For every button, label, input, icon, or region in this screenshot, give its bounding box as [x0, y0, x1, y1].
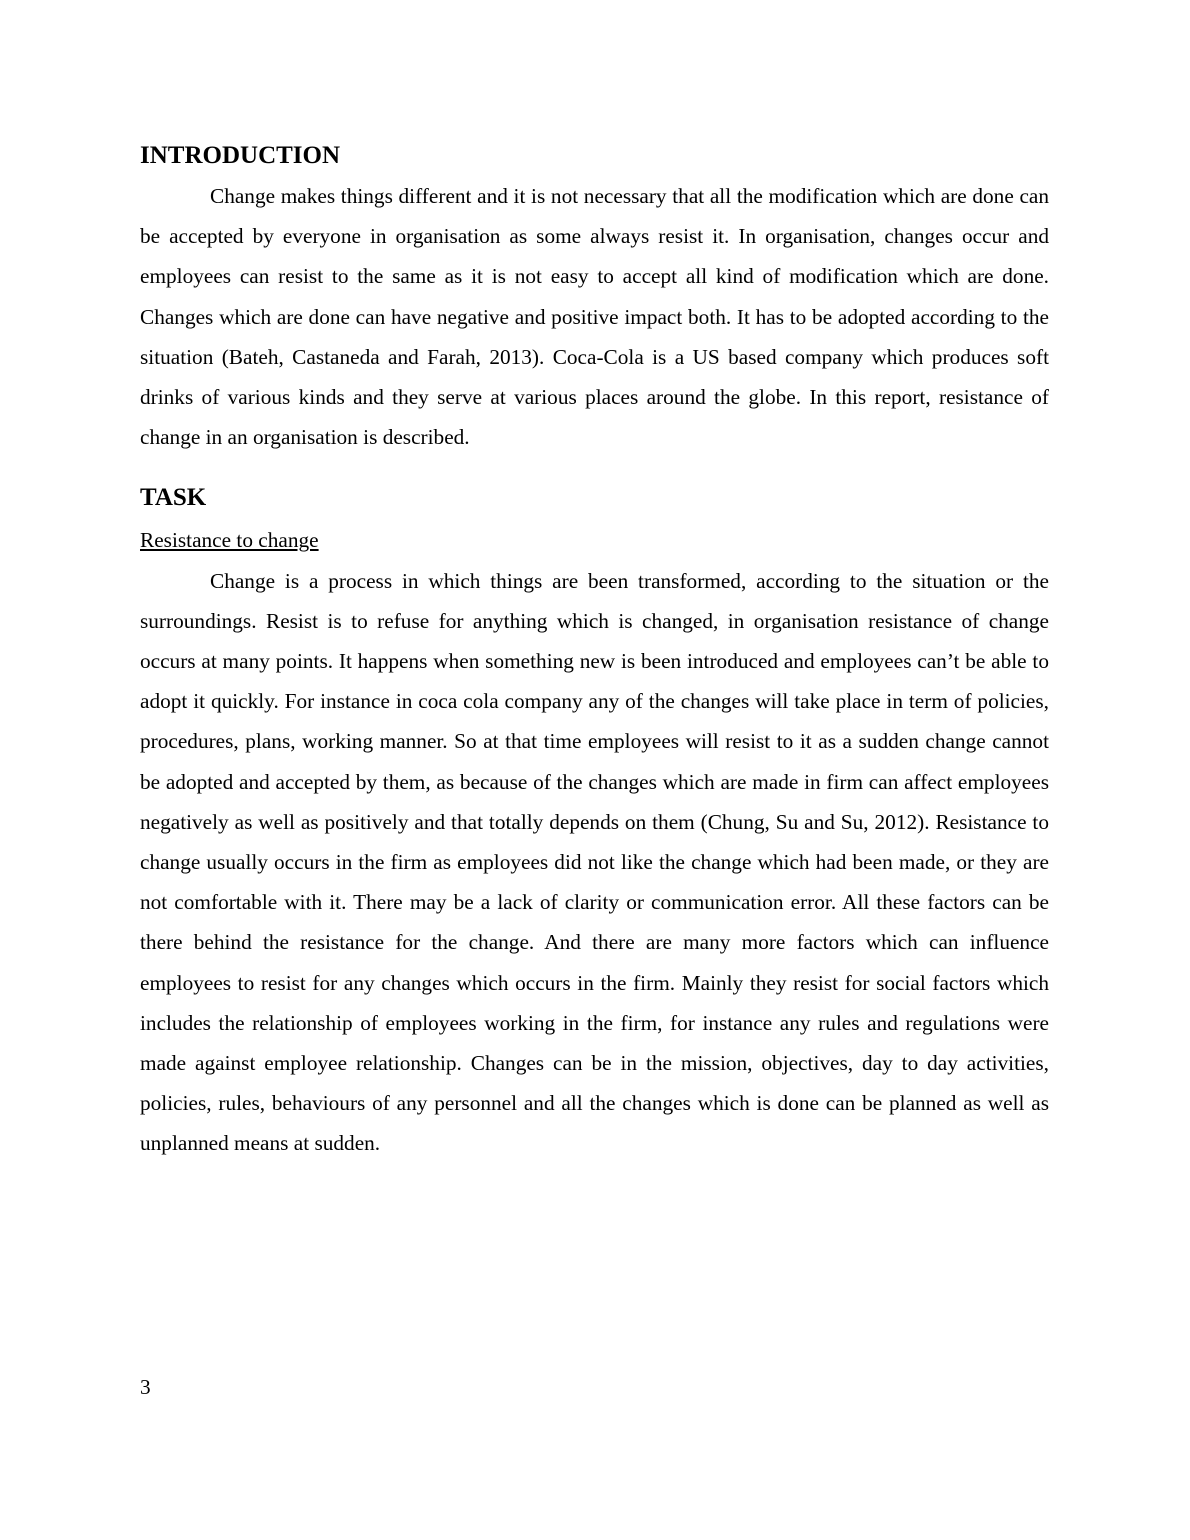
- introduction-paragraph: Change makes things different and it is not necessary that all the modification which are done can be accepted by everyone in organisation as some always resist it. In organisation, changes occur and employees can resist to the same as it is not easy to accept all kind of modification which are done. Changes which are done can have negative and positive impact both. It has to be adopted according to the situation (Bateh, Castaneda and Farah, 2013). Coca-Cola is a US based company which produces soft drinks of various kinds and they serve at various places around the globe. In this report, resistance of change in an organisation is described.: [140, 184, 1049, 450]
- introduction-heading: INTRODUCTION: [140, 142, 341, 169]
- page-content: [140, 138, 1049, 1164]
- page-number: 3: [140, 1375, 151, 1399]
- task-heading: TASK: [140, 484, 207, 512]
- resistance-to-change-subheading: Resistance to change: [140, 528, 319, 553]
- task-paragraph: Change is a process in which things are been transformed, according to the situation or the surroundings. Resist is to refuse for anything which is changed, in organisation resistance of change occurs at many points. It happens when something new is been introduced and employees can’t be able to adopt it quickly. For instance in coca cola company any of the changes will take place in term of policies, procedures, plans, working manner. So at that time employees will resist to it as a sudden change cannot be adopted and accepted by them, as because of the changes which are made in firm can affect employees negatively as well as positively and that totally depends on them (Chung, Su and Su, 2012). Resistance to change usually occurs in the firm as employees did not like the change which had been made, or they are not comfortable with it. There may be a lack of clarity or communication error. All these factors can be there behind the resistance for the change. And there are many more factors which can influence employees to resist for any changes which occurs in the firm. Mainly they resist for social factors which includes the relationship of employees working in the firm, for instance any rules and regulations were made against employee relationship. Changes can be in the mission, objectives, day to day activities, policies, rules, behaviours of any personnel and all the changes which is done can be planned as well as unplanned means at sudden.: [140, 568, 1049, 1156]
